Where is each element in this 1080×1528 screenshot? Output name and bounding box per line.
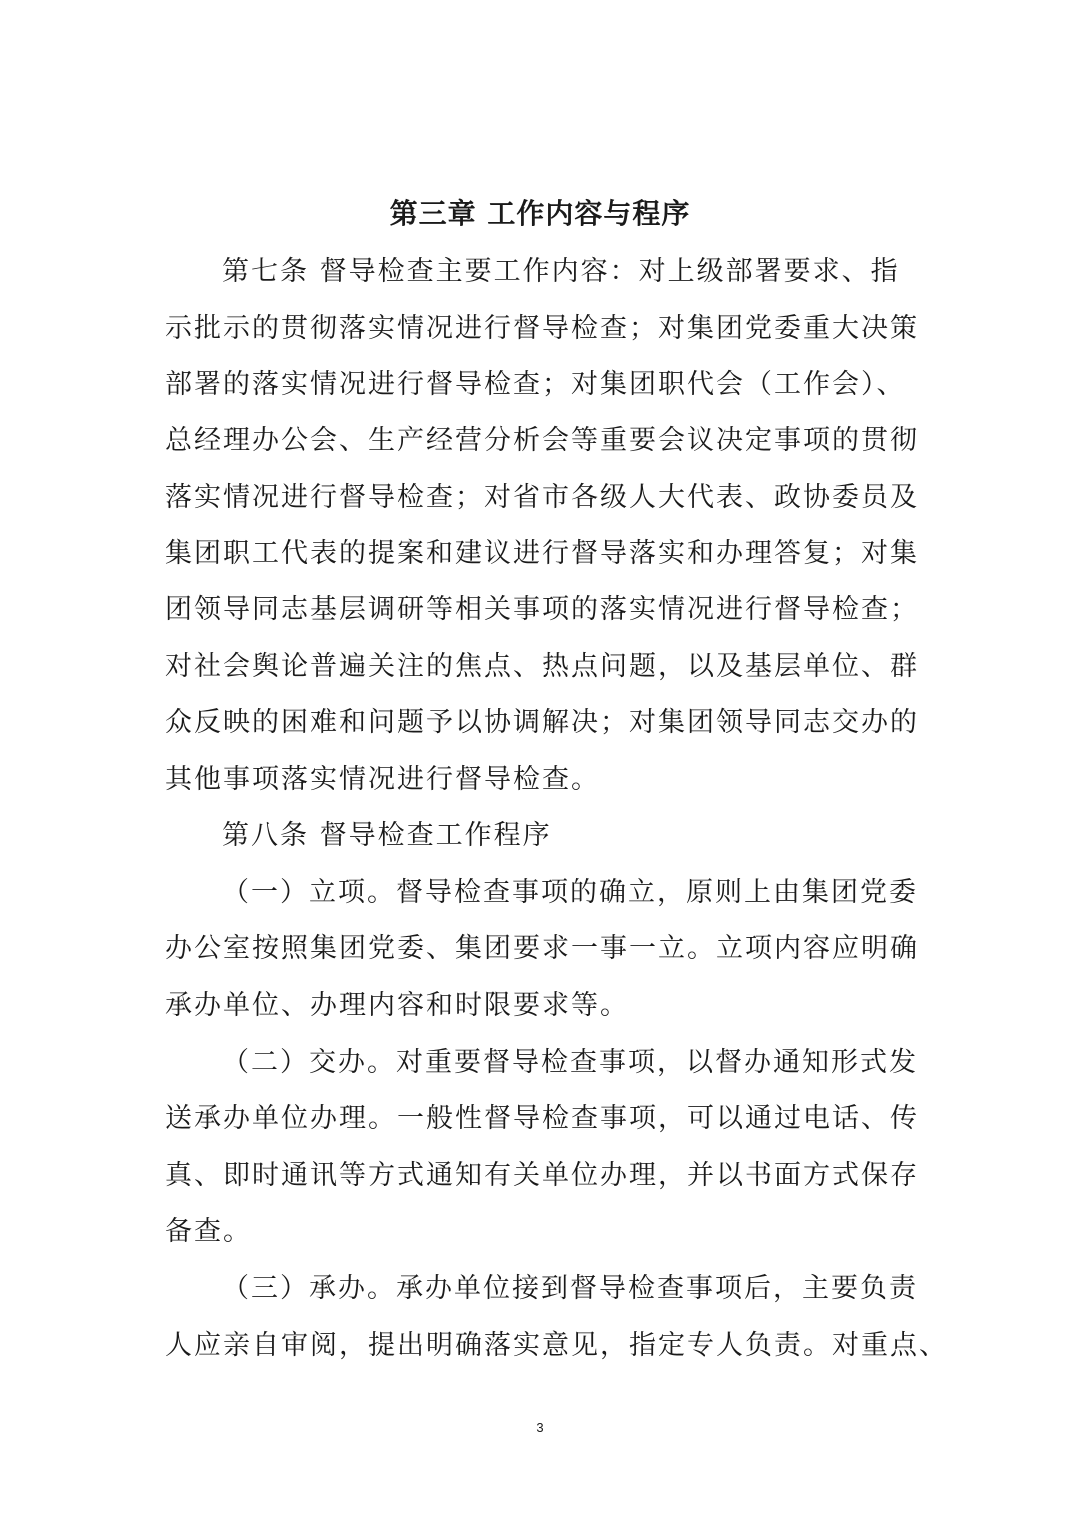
text-line: 对社会舆论普遍关注的焦点、热点问题，以及基层单位、群 xyxy=(165,651,919,682)
text-line: 办公室按照集团党委、集团要求一事一立。立项内容应明确 xyxy=(165,933,919,964)
text-line: 人应亲自审阅，提出明确落实意见，指定专人负责。对重点、 xyxy=(165,1330,948,1361)
text-line: 落实情况进行督导检查；对省市各级人大代表、政协委员及 xyxy=(165,482,919,513)
text-line: 集团职工代表的提案和建议进行督导落实和办理答复；对集 xyxy=(165,538,919,569)
chapter-title: 第三章 工作内容与程序 xyxy=(389,197,691,230)
page-number: 3 xyxy=(536,1420,544,1435)
text-line: 众反映的困难和问题予以协调解决；对集团领导同志交办的 xyxy=(165,707,919,738)
text-line: 备查。 xyxy=(165,1216,252,1247)
text-line: 团领导同志基层调研等相关事项的落实情况进行督导检查； xyxy=(165,594,919,625)
article-heading: 第八条 督导检查工作程序 xyxy=(222,820,552,851)
text-line: 示批示的贯彻落实情况进行督导检查；对集团党委重大决策 xyxy=(165,313,919,344)
text-line: （三）承办。承办单位接到督导检查事项后，主要负责 xyxy=(222,1273,918,1304)
text-line: 承办单位、办理内容和时限要求等。 xyxy=(165,990,629,1021)
text-line: 总经理办公会、生产经营分析会等重要会议决定事项的贯彻 xyxy=(165,425,919,456)
text-line: 真、即时通讯等方式通知有关单位办理，并以书面方式保存 xyxy=(165,1160,919,1191)
text-line: 部署的落实情况进行督导检查；对集团职代会（工作会）、 xyxy=(165,369,906,400)
text-line: 送承办单位办理。一般性督导检查事项，可以通过电话、传 xyxy=(165,1103,919,1134)
text-line: （二）交办。对重要督导检查事项，以督办通知形式发 xyxy=(222,1047,918,1078)
text-line: 第七条 督导检查主要工作内容：对上级部署要求、指 xyxy=(222,256,900,287)
text-line: 其他事项落实情况进行督导检查。 xyxy=(165,764,600,795)
text-line: （一）立项。督导检查事项的确立，原则上由集团党委 xyxy=(222,877,918,908)
